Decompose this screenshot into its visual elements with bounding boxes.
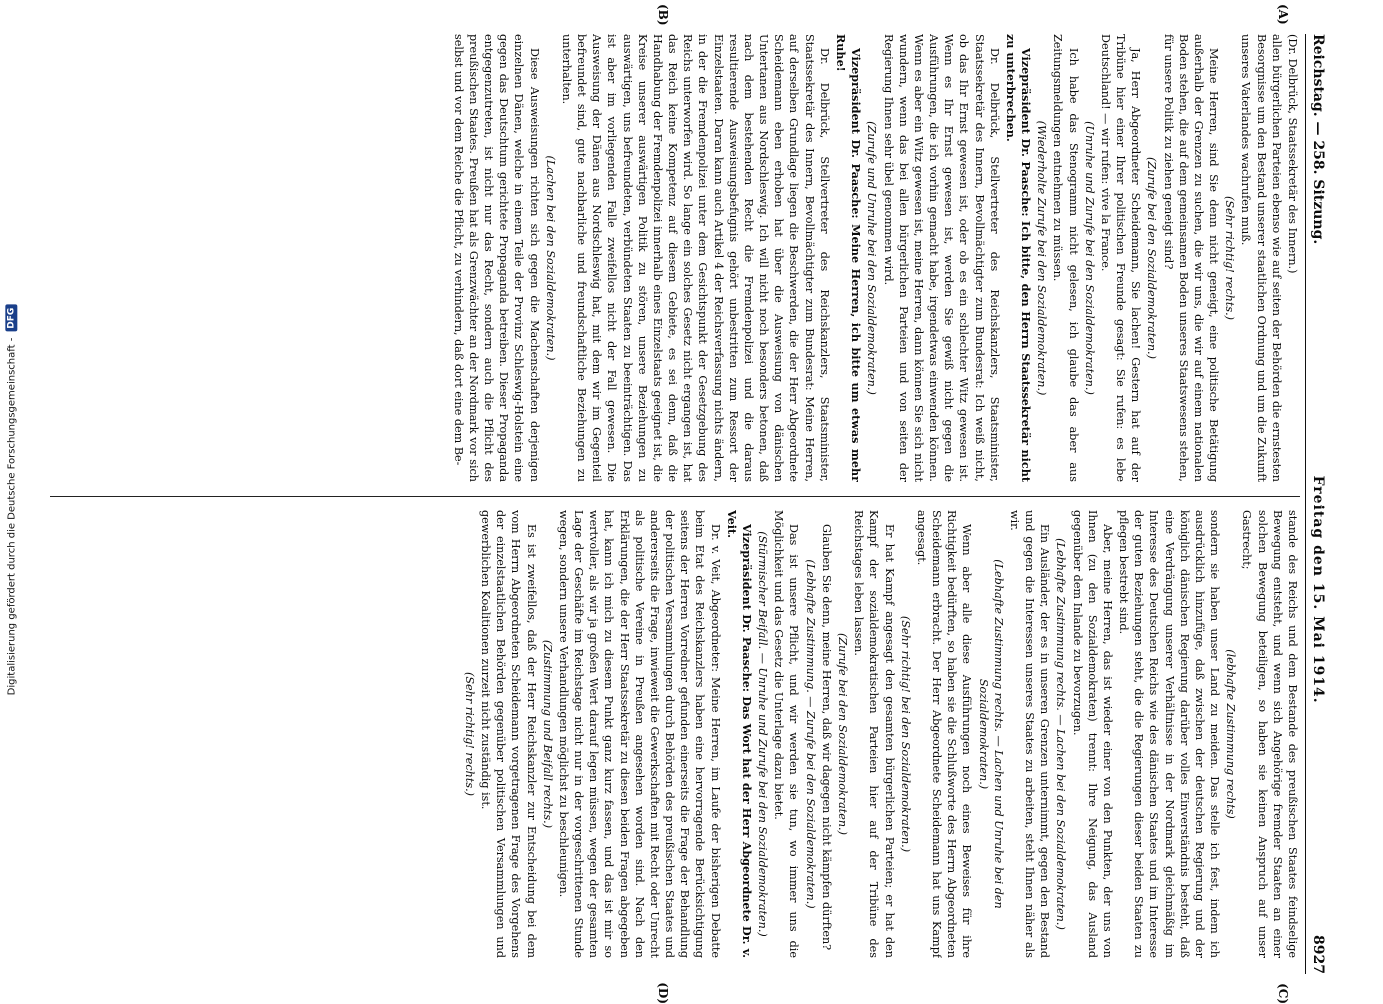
paragraph: Dr. v. Veit, Abgeordneter: Meine Herren, im Laufe der bisherigen Debatte beim Etat des Reichskanzlers haben eine hervorragende Berücksichtigung seitens der Herren Vorredner gefunden einerseits die Frage der Behandlung der politischen Versammlungen durch Behörden des preußischen Staates und andererseits die Frage, inwieweit die Gewerkschaften mit Recht oder Unrecht als politische Vereine in Preußen angesehen worden sind. Nach den Erklärungen, die der Herr Staatssekretär zu diesen beiden Fragen abgegeben hat, kann ich mich zu diesem Punkt ganz kurz fassen, und das ist mir so wertvoller, als wir ja großen Wert darauf legen müssen, wegen der gesamten Lage der Geschäfte im Reichstage nicht nur in der vorgeschrittenen Stunde wegen, sondern unsere Verhandlungen möglichst zu beschleunigen. bbox=[556, 510, 722, 958]
stage-direction: (Stürmischer Beifall. — Unruhe und Zurufe bei den Sozialdemokraten.) bbox=[756, 531, 770, 937]
stage-direction: (Lachen bei den Sozialdemokraten.) bbox=[543, 155, 557, 361]
paragraph: Glauben Sie denn, meine Herren, daß wir dagegen nicht kämpfen dürften? bbox=[819, 524, 833, 951]
stage-direction: (Sehr richtig! rechts.) bbox=[462, 671, 476, 797]
stage-direction: (Zurufe und Unruhe bei den Sozialdemokraten.) bbox=[865, 121, 879, 395]
margin-marker-b: (B) bbox=[656, 4, 670, 26]
stage-direction: (lebhafte Zustimmung rechts) bbox=[1224, 649, 1238, 819]
paragraph: Ich habe das Stenogramm nicht gelesen, ich glaube das aber aus Zeitungsmeldungen entnehmen zu müssen. bbox=[1051, 34, 1080, 482]
paragraph: Ja, Herr Abgeordneter Scheidemann, Sie lachen! Gestern hat auf der Tribüne hier einer Ihrer politischen Freunde gesagt: Sie rufen: es lebe Deutschland! — wir rufen: vive la France. bbox=[1098, 34, 1143, 482]
paragraph: sondern sie haben unser Land zu meiden. Das stelle ich fest, indem ich ausdrücklich hinzufüge, daß zwischen der deutschen Regierung und der königlich dänischen Regierung darüber volles Einverständnis besteht, daß eine Verdrängung unserer Verhältnisse in der Nordmark gleichmäßig im Interesse des Deutschen Reichs wie des dänischen Staates und im Interesse der guten Beziehungen steht, die die Regierungen dieser beiden Staaten zu pflegen bestrebt sind. bbox=[1117, 510, 1222, 958]
paragraph: allen bürgerlichen Parteien ebenso wie auf seiten der Behörden die ernstesten Besorgnisse um den Bestand unserer staatlichen Ordnung und um die Zukunft unseres Vaterlandes wachrufen muß. bbox=[1239, 34, 1283, 482]
paragraph: Vizepräsident Dr. Paasche: Ich bitte, den Herrn Staatssekretär nicht zu unterbrechen. bbox=[1003, 34, 1034, 482]
stage-direction: (Zurufe bei den Sozialdemokraten.) bbox=[836, 633, 850, 835]
margin-marker-c: (C) bbox=[1276, 983, 1290, 1004]
paragraph: Vizepräsident Dr. Paasche: Meine Herren, ich bitte um etwas mehr Ruhe! bbox=[834, 34, 864, 482]
paragraph: stande des Reichs und dem Bestande des preußischen Staates feindselige Bewegung entsteht, und wenn sich Angehörige fremder Staaten an einer solchen Bewegung beteiligen, so haben sie keinen Anspruch auf unser Gastrecht; bbox=[1240, 510, 1299, 958]
stage-direction: (Lebhafte Zustimmung. — Zurufe bei den Sozialdemokraten.) bbox=[803, 559, 817, 909]
header-left: Reichstag. — 258. Sitzung. bbox=[1310, 34, 1326, 245]
stage-direction: (Lebhafte Zustimmung rechts. — Lachen und Unruhe bei den Sozialdemokraten.) bbox=[976, 559, 1005, 909]
left-column bbox=[50, 34, 1300, 482]
stage-direction: (Unruhe und Zurufe bei den Sozialdemokraten.) bbox=[1082, 121, 1096, 395]
digitization-note bbox=[0, 0, 22, 1000]
stage-direction: (Lebhafte Zustimmung rechts. — Lachen bei den Sozialdemokraten.) bbox=[1054, 538, 1068, 930]
paragraph: Ein Ausländer, der es in unseren Grenzen unternimmt, gegen den Bestand und gegen die Interessen unseres Staates zu arbeiten, steht Ihnen näher als wir. bbox=[1007, 510, 1052, 958]
header-date: Freitag den 15. Mai 1914. bbox=[1310, 475, 1326, 704]
stage-direction: (Sehr richtig! bei den Sozialdemokraten.) bbox=[898, 615, 912, 853]
digitization-note-text: Digitalisierung gefördert durch die Deutsche Forschungsgemeinschaft - bbox=[5, 337, 17, 696]
newspaper-page bbox=[40, 4, 1330, 1004]
dfg-logo: DFG bbox=[5, 305, 17, 332]
margin-marker-a: (A) bbox=[1276, 4, 1290, 25]
paragraph: (Dr. Delbrück, Staatssekretär des Innern.) bbox=[1286, 34, 1299, 274]
stage-direction: (Sehr richtig! rechts.) bbox=[1223, 195, 1237, 321]
page-header bbox=[1305, 34, 1330, 974]
paragraph: Dr. Delbrück, Stellvertreter des Reichskanzlers, Staatsminister, Staatssekretär des Innern, Bevollmächtigter zum Bundesrat: Ich weiß nicht, ob das Ihr Ernst gewesen ist, oder ob es ein schlechter Witz gewesen ist. Wenn es Ihr Ernst gewesen ist, werden Sie gewiß nicht gegen die Ausführungen, die ich vorhin gemacht habe, irgendetwas einwenden können. Wenn es aber ein Witz gewesen ist, meine Herren, dann können Sie sich nicht wundern, wenn das bei allen bürgerlichen Parteien und von seiten der Regierung Ihnen sehr übel genommen wird. bbox=[881, 34, 1001, 482]
stage-direction: (Zustimmung und Beifall rechts.) bbox=[540, 639, 554, 829]
paragraph: Es ist zweifellos, daß der Herr Reichskanzler zur Entscheidung bei dem vom Herrn Abgeordneten Scheidemann vorgetragenen Frage des Vorgehens der einzelstaatlichen Behörden gegenüber politischen Versammlungen und gewerblichen Koalitionen zurzeit nicht zuständig ist. bbox=[479, 510, 538, 958]
margin-marker-d: (D) bbox=[656, 982, 670, 1004]
paragraph: Vizepräsident Dr. Paasche: Das Wort hat der Herr Abgeordnete Dr. v. Veit. bbox=[724, 510, 754, 958]
right-column bbox=[50, 510, 1300, 958]
paragraph: Das ist unsere Pflicht, und wir werden sie tun, wo immer uns die Möglichkeit und das Gesetz die Unterlage dazu bietet. bbox=[772, 510, 801, 958]
paragraph: Dr. Delbrück, Stellvertreter des Reichskanzlers, Staatsminister, Staatssekretär des Innern, Bevollmächtigter zum Bundesrat: Meine Herren, auf derselben Grundlage liegen die Beschwerden, die der Herr Abgeordnete Scheidemann eben erhoben hat über die Ausweisung von dänischen Untertanen aus Nordschleswig. Ich will nicht noch besonders betonen, daß nach dem bestehenden Recht die Fremdenpolizei und die daraus resultierende Ausweisungsbefugnis gehört unbestritten zum Ressort der Einzelstaaten. Daran kann auch Artikel 4 der Reichsverfassung nichts ändern, in der die Fremdenpolizei unter dem Gesichtspunkt der Gesetzgebung des Reichs unterworfen wird. So lange ein solches Gesetz nicht ergangen ist, hat das Reich keine Kompetenz auf diesem Gebiete, es sei denn, daß die Handhabung der Fremdenpolizei innerhalb eines Einzelstaats geeignet ist, die Kreise unserer auswärtigen Politik zu stören, unsere Beziehungen zu auswärtigen, uns befreundeten, verbündeten Staaten zu beeinträchtigen. Das ist aber im vorliegenden Falle zweifellos nicht der Fall gewesen. Die Ausweisung der Dänen aus Nordschleswig hat, mit dem wir im Gegenteil befreundet sind, gute nachbarliche und freundschaftliche Beziehungen zu unterhalten. bbox=[559, 34, 831, 482]
paragraph: Diese Ausweisungen richten sich gegen die Machenschaften derjenigen einzelnen Dänen, welche in einem Teile der Provinz Schleswig-Holstein eine gegen das Deutschtum gerichtete Propaganda betreiben. Dieser Propaganda entgegenzutreten, ist nicht nur das Recht, sondern auch die Pflicht des preußischen Staates. Preußen hat als Grenzwächter an der Nordmark vor sich selbst und vor dem Reiche die Pflicht, zu verhindern, daß dort eine dem Be- bbox=[451, 34, 541, 482]
paragraph: Wenn aber alle diese Ausführungen noch eines Beweises für ihre Richtigkeit bedürften, so haben sie die Schlußworte des Herrn Abgeordneten Scheidemann erbracht. Der Herr Abgeordnete Scheidemann hat uns Kampf angesagt. bbox=[914, 510, 974, 958]
paragraph: Er hat Kampf angesagt den gesamten bürgerlichen Parteien; er hat den Kampf der sozialdemokratischen Parteien hier auf der Tribüne des Reichstages leben lassen. bbox=[852, 510, 896, 958]
paragraph: Meine Herren, sind Sie denn nicht geneigt, eine politische Betätigung außerhalb der Grenzen zu suchen, die wir uns, die wir auf einem nationalen Boden stehen, die auf dem gemeinsamen Boden unseres Staatswesens stehen, für unsere Politik zu ziehen geneigt sind? bbox=[1161, 34, 1221, 482]
paragraph: Aber, meine Herren, das ist wieder einer von den Punkten, der uns von Ihnen (zu den Sozialdemokraten) trennt: Ihre Neigung, das Ausland gegenüber dem Inlande zu bevorzugen. bbox=[1070, 510, 1114, 958]
page-number: 8927 bbox=[1310, 935, 1326, 974]
stage-direction: (Wiederholte Zurufe bei den Sozialdemokraten.) bbox=[1035, 120, 1049, 396]
stage-direction: (Zurufe bei den Sozialdemokraten.) bbox=[1145, 157, 1159, 359]
column-divider bbox=[50, 496, 1300, 497]
